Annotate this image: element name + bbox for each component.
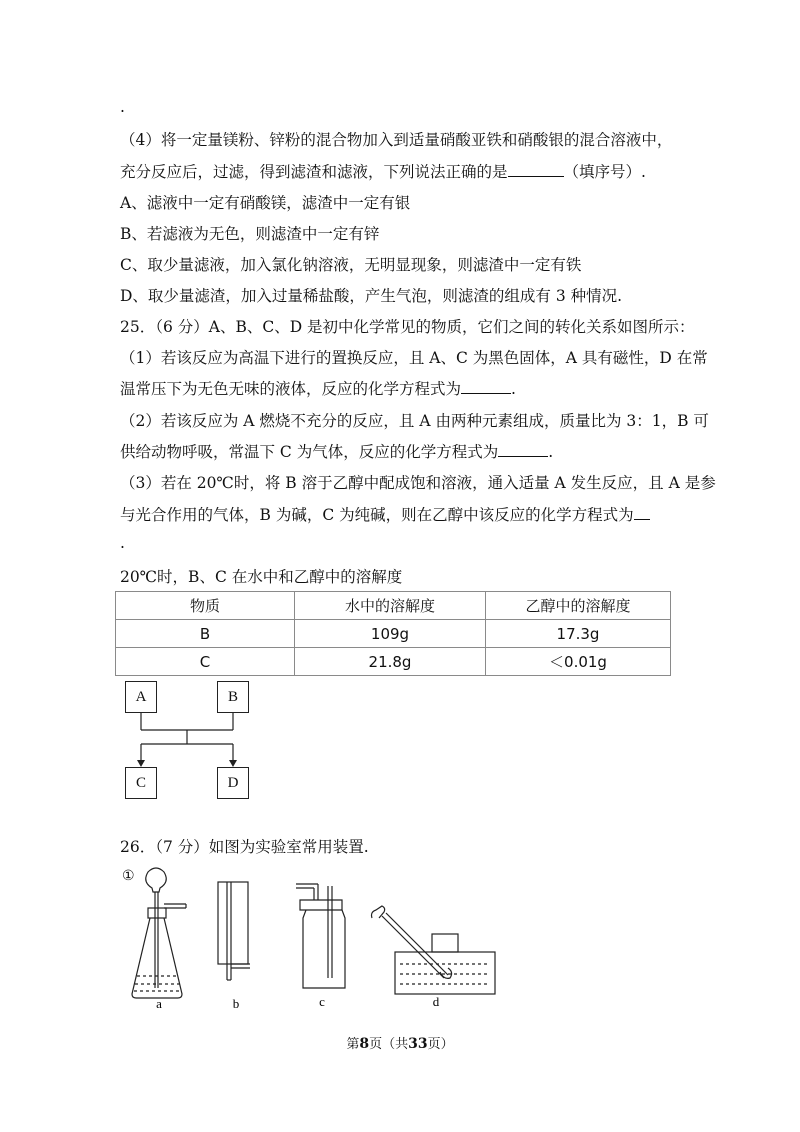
q24-4-line1: （4）将一定量镁粉、锌粉的混合物加入到适量硝酸亚铁和硝酸银的混合溶液中， <box>120 131 673 149</box>
box-a: A <box>125 681 157 713</box>
box-b: B <box>217 681 249 713</box>
page-number: 8 <box>359 1036 370 1052</box>
apparatus-b-bottle-down <box>218 882 250 980</box>
q24-option-d: D、取少量滤渣，加入过量稀盐酸，产生气泡，则滤渣的组成有 3 种情况. <box>120 287 623 305</box>
q24-option-c: C、取少量滤液，加入氯化钠溶液，无明显现象，则滤渣中一定有铁 <box>120 256 582 274</box>
table-cell: ＜0.01g <box>486 648 671 676</box>
q25-intro: 25．（6 分）A、B、C、D 是初中化学常见的物质，它们之间的转化关系如图所示： <box>120 318 695 336</box>
table-header: 物质 <box>116 592 295 620</box>
q25-p1-line2-text: 温常压下为无色无味的液体，反应的化学方程式为 <box>120 380 462 398</box>
q25-p1-line1: （1）若该反应为高温下进行的置换反应，且 A、C 为黑色固体，A 具有磁性，D 在常 <box>120 349 708 367</box>
stray-dot: . <box>120 98 125 116</box>
table-caption: 20℃时，B、C 在水中和乙醇中的溶解度 <box>120 568 403 586</box>
table-cell: C <box>116 648 295 676</box>
apparatus-a-conical-flask <box>132 868 186 998</box>
table-cell: B <box>116 620 295 648</box>
table-header: 乙醇中的溶解度 <box>486 592 671 620</box>
table-cell: 109g <box>295 620 486 648</box>
page-total: 33 <box>408 1036 428 1052</box>
page-footer <box>0 1033 800 1052</box>
q25-p2-line2-suffix: . <box>548 443 554 461</box>
apparatus-label: b <box>232 996 240 1010</box>
q25-p2-line1: （2）若该反应为 A 燃烧不充分的反应，且 A 由两种元素组成，质量比为 3：1，B 可 <box>120 412 709 430</box>
q24-option-b: B、若滤液为无色，则滤渣中一定有锌 <box>120 225 380 243</box>
q26-intro: 26．（7 分）如图为实验室常用装置. <box>120 838 369 856</box>
q25-p3-line1: （3）若在 20℃时，将 B 溶于乙醇中配成饱和溶液，通入适量 A 发生反应，且 A 是参 <box>120 474 716 492</box>
box-c: C <box>125 767 157 799</box>
q25-p3-line3: . <box>120 534 125 552</box>
footer-prefix: 第 <box>346 1037 360 1052</box>
table-cell: 21.8g <box>295 648 486 676</box>
q25-p1-line2-suffix: . <box>511 380 516 398</box>
table-header: 水中的溶解度 <box>295 592 486 620</box>
q25-p3-line2-text: 与光合作用的气体，B 为碱，C 为纯碱，则在乙醇中该反应的化学方程式为 <box>120 506 634 524</box>
q24-option-a: A、滤液中一定有硝酸镁，滤渣中一定有银 <box>120 194 411 212</box>
circled-one-marker: ① <box>122 868 135 884</box>
footer-suffix: 页） <box>427 1037 454 1052</box>
apparatus-d-water-trough <box>372 906 496 994</box>
footer-middle: 页（共 <box>369 1037 409 1052</box>
apparatus-label: c <box>319 994 325 1009</box>
apparatus-label: a <box>156 996 162 1010</box>
table-cell: 17.3g <box>486 620 671 648</box>
apparatus-c-gas-bottle <box>296 884 345 988</box>
q24-4-line2-text: 充分反应后，过滤，得到滤渣和滤液，下列说法正确的是 <box>120 163 508 181</box>
q24-4-line2-suffix: （填序号）. <box>563 163 646 181</box>
q25-p2-line2-text: 供给动物呼吸，常温下 C 为气体，反应的化学方程式为 <box>120 443 499 461</box>
lab-apparatus-figure <box>0 860 800 1010</box>
apparatus-label: d <box>432 994 440 1009</box>
box-d: D <box>217 767 249 799</box>
